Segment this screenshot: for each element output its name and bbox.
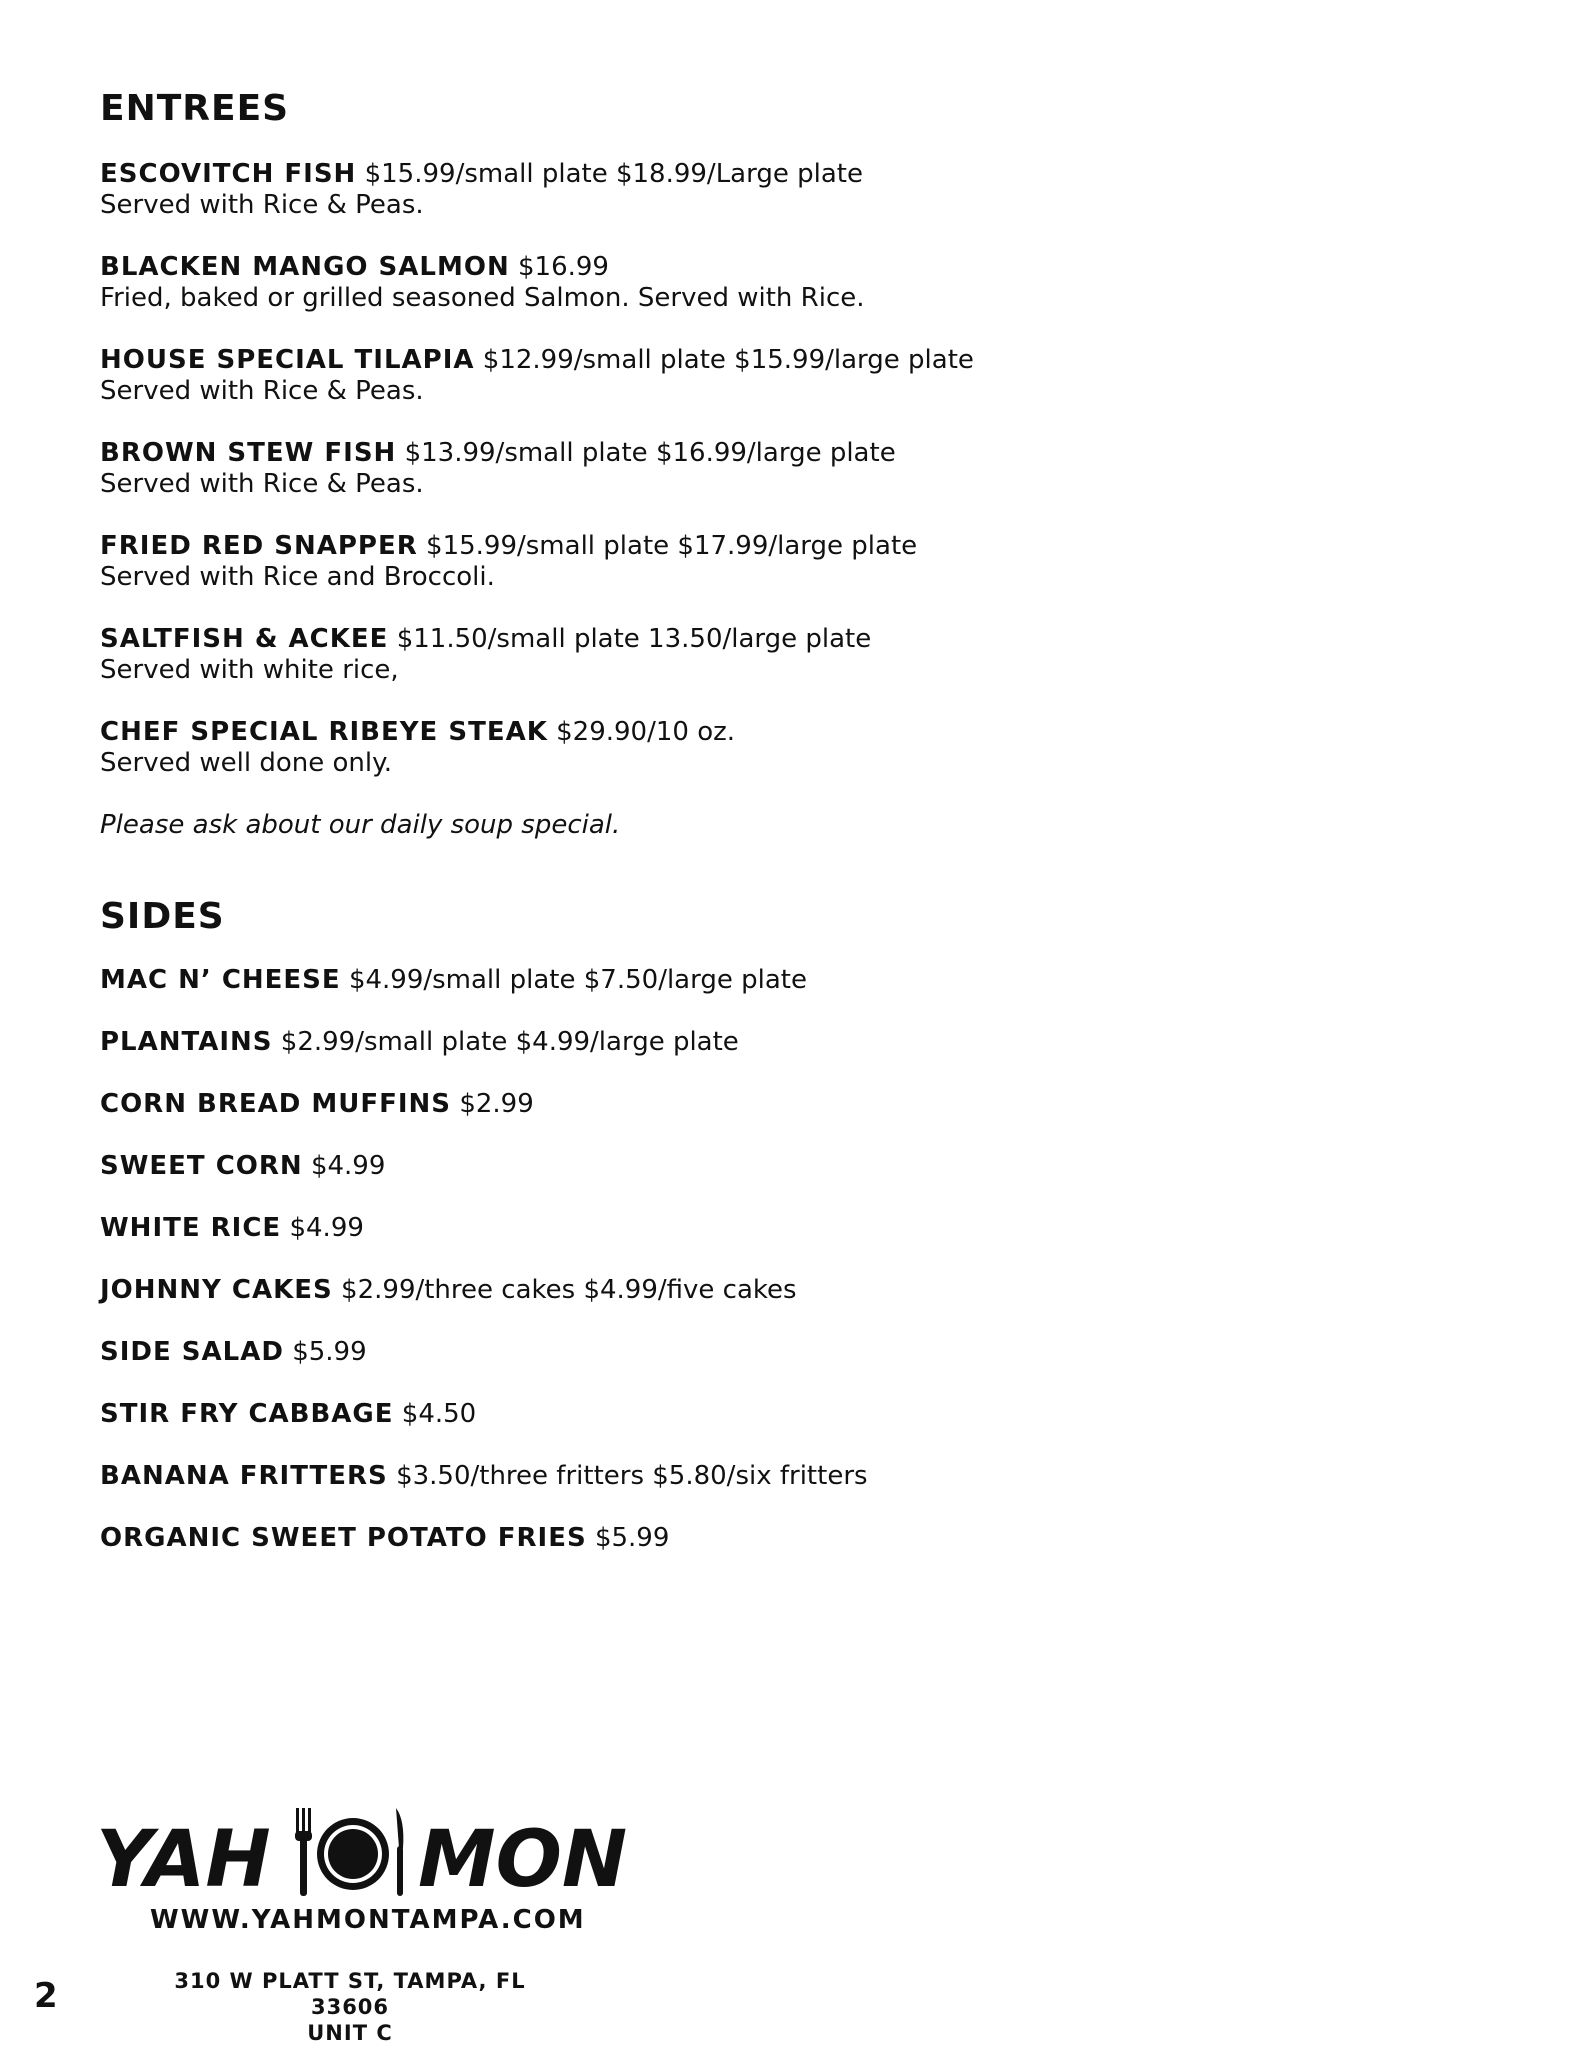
entree-description: Served well done only. bbox=[100, 748, 393, 778]
side-name: MAC N’ CHEESE bbox=[100, 965, 341, 995]
logo-text-right: MON bbox=[418, 1815, 628, 1905]
side-name: ORGANIC SWEET POTATO FRIES bbox=[100, 1523, 587, 1553]
side-name: JOHNNY CAKES bbox=[100, 1275, 333, 1305]
soup-special-note: Please ask about our daily soup special. bbox=[100, 810, 621, 840]
entree-description: Served with Rice and Broccoli. bbox=[100, 562, 495, 592]
side-name: BANANA FRITTERS bbox=[100, 1461, 388, 1491]
logo-text-left: YAH bbox=[96, 1815, 271, 1905]
entree-item bbox=[100, 345, 974, 407]
entree-price: $12.99/small plate $15.99/large plate bbox=[482, 345, 974, 375]
entree-item bbox=[100, 159, 863, 221]
plate-icon bbox=[317, 1818, 389, 1890]
entree-description: Served with Rice & Peas. bbox=[100, 190, 424, 220]
side-price: $3.50/three fritters $5.80/six fritters bbox=[396, 1461, 868, 1491]
entree-description: Fried, baked or grilled seasoned Salmon. Served with Rice. bbox=[100, 283, 865, 313]
entree-name: BLACKEN MANGO SALMON bbox=[100, 252, 510, 282]
yahmon-logo bbox=[96, 1798, 636, 1908]
side-item bbox=[100, 1461, 868, 1492]
side-item bbox=[100, 1151, 385, 1182]
entree-name: ESCOVITCH FISH bbox=[100, 159, 357, 189]
page-number: 2 bbox=[34, 1976, 58, 2016]
side-item bbox=[100, 965, 807, 996]
side-name: STIR FRY CABBAGE bbox=[100, 1399, 394, 1429]
entree-name: HOUSE SPECIAL TILAPIA bbox=[100, 345, 475, 375]
side-price: $4.99 bbox=[289, 1213, 364, 1243]
entree-description: Served with white rice, bbox=[100, 655, 399, 685]
entree-description: Served with Rice & Peas. bbox=[100, 376, 424, 406]
entree-description: Served with Rice & Peas. bbox=[100, 469, 424, 499]
entree-price: $13.99/small plate $16.99/large plate bbox=[404, 438, 896, 468]
entree-item bbox=[100, 531, 917, 593]
address bbox=[140, 1968, 560, 2046]
side-price: $5.99 bbox=[594, 1523, 670, 1553]
entree-price: $11.50/small plate 13.50/large plate bbox=[396, 624, 872, 654]
entree-name: SALTFISH & ACKEE bbox=[100, 624, 389, 654]
side-price: $2.99/small plate $4.99/large plate bbox=[280, 1027, 739, 1057]
side-name: CORN BREAD MUFFINS bbox=[100, 1089, 452, 1119]
entree-price: $15.99/small plate $18.99/Large plate bbox=[364, 159, 863, 189]
side-item bbox=[100, 1213, 364, 1244]
entree-name: FRIED RED SNAPPER bbox=[100, 531, 418, 561]
address-line-2: UNIT C bbox=[307, 2021, 393, 2045]
entree-name: CHEF SPECIAL RIBEYE STEAK bbox=[100, 717, 548, 747]
entree-item bbox=[100, 624, 871, 686]
side-price: $4.99/small plate $7.50/large plate bbox=[348, 965, 807, 995]
fork-icon bbox=[295, 1808, 312, 1896]
side-item bbox=[100, 1027, 739, 1058]
side-item bbox=[100, 1337, 367, 1368]
side-item bbox=[100, 1399, 476, 1430]
side-price: $5.99 bbox=[292, 1337, 367, 1367]
side-price: $2.99 bbox=[459, 1089, 534, 1119]
side-price: $2.99/three cakes $4.99/five cakes bbox=[341, 1275, 797, 1305]
entree-item bbox=[100, 438, 896, 500]
entree-item bbox=[100, 717, 735, 779]
website-link[interactable]: WWW.YAHMONTAMPA.COM bbox=[150, 1905, 586, 1935]
side-item bbox=[100, 1523, 669, 1554]
entree-price: $15.99/small plate $17.99/large plate bbox=[426, 531, 918, 561]
side-price: $4.50 bbox=[401, 1399, 477, 1429]
entree-item bbox=[100, 252, 865, 314]
side-name: WHITE RICE bbox=[100, 1213, 282, 1243]
knife-icon bbox=[396, 1808, 403, 1896]
entree-price: $16.99 bbox=[517, 252, 609, 282]
entree-price: $29.90/10 oz. bbox=[556, 717, 736, 747]
side-name: PLANTAINS bbox=[100, 1027, 273, 1057]
entree-name: BROWN STEW FISH bbox=[100, 438, 397, 468]
side-name: SIDE SALAD bbox=[100, 1337, 284, 1367]
side-item bbox=[100, 1089, 534, 1120]
sides-heading: SIDES bbox=[100, 896, 225, 937]
address-line-1: 310 W PLATT ST, TAMPA, FL 33606 bbox=[174, 1969, 526, 2019]
entrees-heading: ENTREES bbox=[100, 88, 290, 129]
side-name: SWEET CORN bbox=[100, 1151, 303, 1181]
side-item bbox=[100, 1275, 797, 1306]
side-price: $4.99 bbox=[310, 1151, 386, 1181]
